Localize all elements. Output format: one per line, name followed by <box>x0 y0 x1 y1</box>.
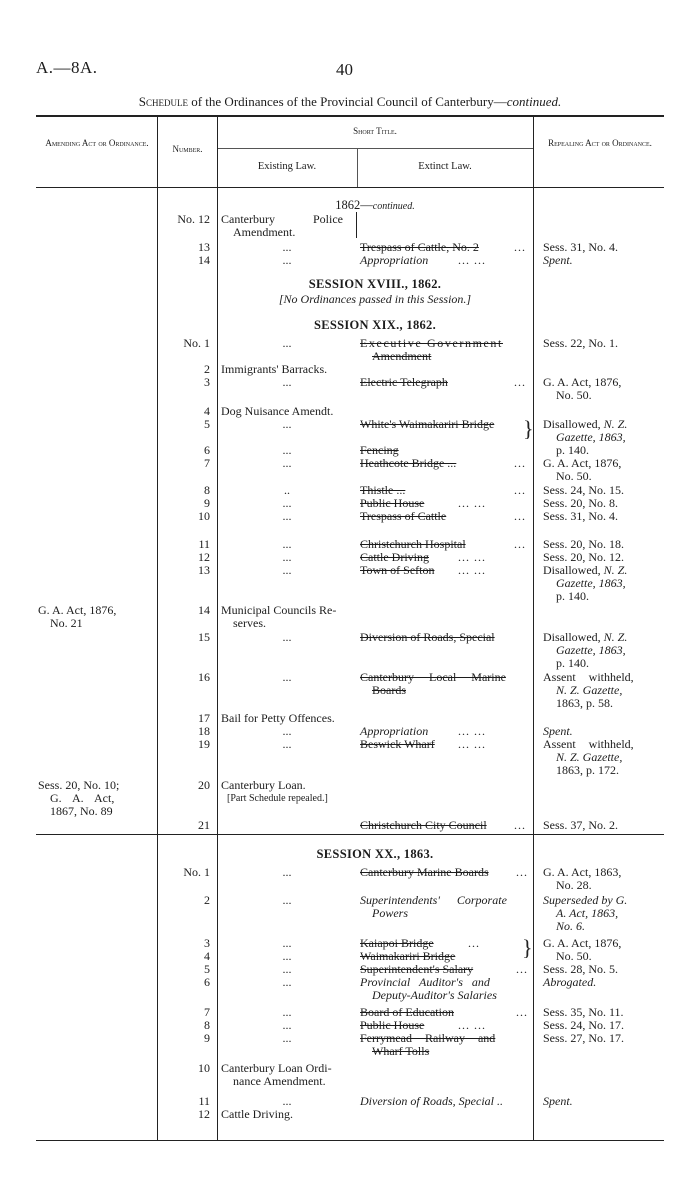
leader-dots: ... ... <box>458 496 486 510</box>
section-heading-session-19: SESSION XIX., 1862. <box>313 318 437 332</box>
extinct-law-cont: Wharf Tolls <box>372 1044 430 1058</box>
leader-dots: ... <box>514 818 526 832</box>
extinct-law: Trespass of Cattle, No. 2 <box>360 240 479 254</box>
repealing-act: Sess. 27, No. 17. <box>543 1031 625 1045</box>
column-divider <box>217 835 218 1140</box>
extinct-law: Ferrymead Railway and <box>360 1031 496 1045</box>
column-divider <box>533 116 534 834</box>
existing-law-cont: nance Amendment. <box>233 1074 326 1088</box>
table-row-number: 4 <box>204 404 210 418</box>
table-row-number: No. 1 <box>183 336 210 350</box>
gazette-ref: N. Z. <box>603 417 628 431</box>
extinct-law: Canterbury Local Marine <box>360 670 506 684</box>
repealing-act: Sess. 20, No. 8. <box>543 496 619 510</box>
header-extinct-law: Extinct Law. <box>418 161 472 172</box>
extinct-law: Appropriation <box>360 724 429 738</box>
extinct-law: Christchurch Hospital <box>360 537 466 551</box>
table-row-number: 7 <box>204 456 210 470</box>
existing-law: ... <box>282 1094 292 1108</box>
right-brace-icon: } <box>522 935 533 960</box>
repealing-act: G. A. Act, 1876, <box>543 375 622 389</box>
table-row-number: 2 <box>204 893 210 907</box>
extinct-law: Canterbury Marine Boards <box>360 865 489 879</box>
leader-dots: ... ... <box>458 563 486 577</box>
repealing-act: Sess. 37, No. 2. <box>543 818 619 832</box>
extinct-law: White's Waimakariri Bridge <box>360 417 495 431</box>
schedule-title <box>0 94 700 110</box>
table-row-number: 17 <box>198 711 210 725</box>
existing-law: Canterbury Loan Ordi- <box>221 1061 332 1075</box>
existing-law: ... <box>282 563 292 577</box>
page-number: 40 <box>336 60 353 79</box>
short-title-sub-rule <box>217 148 533 149</box>
existing-law: ... <box>282 417 292 431</box>
existing-law: Canterbury <box>221 212 275 226</box>
repealing-act: Assent withheld, <box>543 670 634 684</box>
table-row-number: 8 <box>204 483 210 497</box>
gazette-ref: N. Z. <box>603 563 628 577</box>
repealing-act: Sess. 22, No. 1. <box>543 336 619 350</box>
repealing-act-cont: N. Z. Gazette, <box>556 750 623 764</box>
repealing-act-cont: No. 6. <box>556 919 586 933</box>
disallowed-text: Disallowed, <box>543 563 601 577</box>
repealing-act: Spent. <box>543 253 573 267</box>
repealing-act-cont: Gazette, 1863, <box>556 643 626 657</box>
existing-law: ... <box>282 375 292 389</box>
repealing-act: Assent withheld, <box>543 737 634 751</box>
bracket-line <box>356 212 357 238</box>
existing-law: .. <box>284 483 290 497</box>
table-row-number: 20 <box>198 778 210 792</box>
existing-law: ... <box>282 456 292 470</box>
extinct-law-cont: Deputy-Auditor's Salaries <box>372 988 497 1002</box>
amending-act: Sess. 20, No. 10; <box>38 778 120 792</box>
table-row-number: 9 <box>204 1031 210 1045</box>
leader-dots: ... <box>514 240 526 254</box>
existing-law: ... <box>282 1005 292 1019</box>
repealing-act <box>543 631 627 643</box>
amending-act: G. A. Act, 1876, <box>38 603 117 617</box>
leader-dots: ... ... <box>458 1018 486 1032</box>
column-divider <box>157 116 158 834</box>
repealing-act-cont: 1863, p. 58. <box>556 696 613 710</box>
existing-law: ... <box>282 724 292 738</box>
leader-dots: ... ... <box>458 737 486 751</box>
existing-law: ... <box>282 336 292 350</box>
table-row-number: 13 <box>198 240 210 254</box>
repealing-act: Sess. 31, No. 4. <box>543 509 619 523</box>
table-row-number: 3 <box>204 375 210 389</box>
repealing-act-cont: 1863, p. 172. <box>556 763 619 777</box>
repealing-act: Sess. 35, No. 11. <box>543 1005 624 1019</box>
section-heading-1862 <box>217 199 533 213</box>
existing-law: ... <box>282 936 292 950</box>
table-row-number: 16 <box>198 670 210 684</box>
table-top-rule <box>36 115 664 117</box>
extinct-law: Public House <box>360 1018 425 1032</box>
existing-law: ... <box>282 253 292 267</box>
extinct-law: Thistle ... <box>360 483 406 497</box>
table-row-number: 3 <box>204 936 210 950</box>
extinct-law: Trespass of Cattle <box>360 509 447 523</box>
existing-law: ... <box>282 537 292 551</box>
repealing-act: Spent. <box>543 1094 573 1108</box>
extinct-law: Fencing <box>360 443 399 457</box>
document-reference: A.—8A. <box>36 58 98 77</box>
existing-law: ... <box>282 737 292 751</box>
extinct-law: Diversion of Roads, Special <box>360 630 495 644</box>
existing-law: ... <box>282 670 292 684</box>
extinct-law: Provincial Auditor's and <box>360 975 490 989</box>
extinct-law-cont: Boards <box>372 683 406 697</box>
existing-law: ... <box>282 496 292 510</box>
leader-dots: ... <box>516 962 528 976</box>
repealing-act-cont: No. 50. <box>556 469 592 483</box>
table-row-number: 2 <box>204 362 210 376</box>
extinct-law: Executive Government <box>360 336 503 350</box>
repealing-act-cont: N. Z. Gazette, <box>556 683 623 697</box>
repealing-act: Spent. <box>543 724 573 738</box>
table-row-number: 11 <box>198 1094 210 1108</box>
leader-dots: ... ... <box>458 724 486 738</box>
repealing-act: G. A. Act, 1863, <box>543 865 622 879</box>
existing-law: ... <box>282 865 292 879</box>
column-divider <box>217 116 218 834</box>
table-row-number: 21 <box>198 818 210 832</box>
disallowed-text: Disallowed, <box>543 630 601 644</box>
table-row-number: 19 <box>198 737 210 751</box>
extinct-law: Beswick Wharf <box>360 737 435 751</box>
disallowed-text: Disallowed, <box>543 417 601 431</box>
existing-law: ... <box>282 1031 292 1045</box>
amending-act-cont: 1867, No. 89 <box>50 804 113 818</box>
section-heading-session-18: SESSION XVIII., 1862. <box>308 277 442 291</box>
table-row-number: 8 <box>204 1018 210 1032</box>
repealing-act-cont: Gazette, 1863, <box>556 576 626 590</box>
existing-law: Cattle Driving. <box>221 1107 293 1121</box>
extinct-law: Appropriation <box>360 253 429 267</box>
repealing-act-cont: No. 50. <box>556 949 592 963</box>
repealing-act: Sess. 28, No. 5. <box>543 962 619 976</box>
table-row-number: 5 <box>204 962 210 976</box>
repealing-act-cont: No. 50. <box>556 388 592 402</box>
existing-law: ... <box>282 1018 292 1032</box>
leader-dots: ... <box>468 936 480 950</box>
table-row-number: 15 <box>198 630 210 644</box>
extinct-law: Christchurch City Council <box>360 818 487 832</box>
repealing-act: Sess. 20, No. 12. <box>543 550 625 564</box>
header-bottom-rule <box>36 187 664 188</box>
column-divider <box>533 835 534 1140</box>
extinct-law: Waimakariri Bridge <box>360 949 456 963</box>
leader-dots: ... <box>514 509 526 523</box>
table-row-number: 13 <box>198 563 210 577</box>
existing-law: ... <box>282 630 292 644</box>
extinct-law: Superintendent's Salary <box>360 962 474 976</box>
year-continued: continued. <box>372 201 415 212</box>
table-row-number: 12 <box>198 1107 210 1121</box>
repealing-act-cont: A. Act, 1863, <box>556 906 619 920</box>
column-divider <box>357 149 358 187</box>
existing-law: ... <box>282 949 292 963</box>
extinct-law-cont: Amendment <box>372 349 432 363</box>
repealing-act: Sess. 31, No. 4. <box>543 240 619 254</box>
repealing-act-cont: p. 140. <box>556 656 589 670</box>
extinct-law: Cattle Driving <box>360 550 429 564</box>
column-divider <box>157 835 158 1140</box>
leader-dots: ... <box>516 1005 528 1019</box>
table-row-number: 14 <box>198 603 210 617</box>
header-short-title: Short Title. <box>353 126 397 136</box>
amending-act-cont: G. A. Act, <box>50 791 115 805</box>
leader-dots: ... ... <box>458 550 486 564</box>
title-text: of the Ordinances of the Provincial Council of Canterbury— <box>191 94 507 109</box>
header-repealing: Repealing Act or Ordinance. <box>548 138 652 148</box>
existing-law-note: [Part Schedule repealed.] <box>227 793 328 804</box>
repealing-act: Sess. 20, No. 18. <box>543 537 625 551</box>
repealing-act <box>543 564 627 576</box>
existing-law-cont: serves. <box>233 616 266 630</box>
title-schedule-word: Schedule <box>138 94 188 109</box>
table-row-number: 6 <box>204 975 210 989</box>
final-bottom-rule <box>36 1140 664 1141</box>
existing-law: ... <box>282 550 292 564</box>
existing-law: Canterbury Loan. <box>221 778 306 792</box>
existing-law: Municipal Councils Re- <box>221 603 337 617</box>
table-bottom-rule-final <box>36 834 664 835</box>
repealing-act <box>543 418 627 430</box>
table-row-number: 9 <box>204 496 210 510</box>
existing-law: ... <box>282 240 292 254</box>
table-row-number: 6 <box>204 443 210 457</box>
table-row-number: 5 <box>204 417 210 431</box>
title-continued: continued. <box>506 94 562 109</box>
extinct-law: Public House <box>360 496 425 510</box>
table-row-number: No. 12 <box>177 212 210 226</box>
existing-law: ... <box>282 443 292 457</box>
repealing-act: Sess. 24, No. 17. <box>543 1018 625 1032</box>
repealing-act: G. A. Act, 1876, <box>543 936 622 950</box>
extinct-law: Diversion of Roads, Special .. <box>360 1094 503 1108</box>
existing-law: Immigrants' Barracks. <box>221 362 328 376</box>
header-number: Number. <box>172 144 203 154</box>
section-heading-session-20: SESSION XX., 1863. <box>316 847 434 861</box>
repealing-act: Abrogated. <box>543 975 597 989</box>
repealing-act-cont: Gazette, 1863, <box>556 430 626 444</box>
extinct-law-cont: Powers <box>372 906 408 920</box>
existing-law: ... <box>282 893 292 907</box>
table-row-number: 12 <box>198 550 210 564</box>
repealing-act-cont: p. 140. <box>556 443 589 457</box>
right-brace-icon: } <box>523 416 534 441</box>
header-amending: Amending Act or Ordinance. <box>45 138 149 148</box>
existing-law: Dog Nuisance Amendt. <box>221 404 334 418</box>
gazette-ref: N. Z. <box>603 630 628 644</box>
table-row-number: 18 <box>198 724 210 738</box>
existing-law-cont: Amendment. <box>233 225 296 239</box>
existing-law: Bail for Petty Offences. <box>221 711 335 725</box>
amending-act-cont: No. 21 <box>50 616 83 630</box>
table-row-number: 14 <box>198 253 210 267</box>
repealing-act-cont: p. 140. <box>556 589 589 603</box>
leader-dots: ... <box>514 537 526 551</box>
extinct-law: Kaiapoi Bridge <box>360 936 434 950</box>
extinct-law: Board of Education <box>360 1005 454 1019</box>
extinct-law: Electric Telegraph <box>360 375 448 389</box>
leader-dots: ... <box>514 483 526 497</box>
session-18-note: [No Ordinances passed in this Session.] <box>278 292 472 306</box>
repealing-act: Sess. 24, No. 15. <box>543 483 625 497</box>
existing-law: Police <box>313 212 343 226</box>
extinct-law: Town of Sefton <box>360 563 435 577</box>
existing-law: ... <box>282 509 292 523</box>
table-row-number: 4 <box>204 949 210 963</box>
existing-law: ... <box>282 962 292 976</box>
table-row-number: No. 1 <box>183 865 210 879</box>
leader-dots: ... <box>514 375 526 389</box>
existing-law: ... <box>282 975 292 989</box>
table-row-number: 11 <box>198 537 210 551</box>
extinct-law: Superintendents' Corporate <box>360 893 507 907</box>
header-existing-law: Existing Law. <box>257 161 317 172</box>
extinct-law: Heathcote Bridge ... <box>360 456 457 470</box>
leader-dots: ... ... <box>458 253 486 267</box>
table-row-number: 7 <box>204 1005 210 1019</box>
leader-dots: ... <box>516 865 528 879</box>
leader-dots: ... <box>514 456 526 470</box>
table-row-number: 10 <box>198 1061 210 1075</box>
table-row-number: 10 <box>198 509 210 523</box>
repealing-act: G. A. Act, 1876, <box>543 456 622 470</box>
repealing-act-cont: No. 28. <box>556 878 592 892</box>
repealing-act: Superseded by G. <box>543 893 628 907</box>
year-1862: 1862— <box>335 198 373 212</box>
